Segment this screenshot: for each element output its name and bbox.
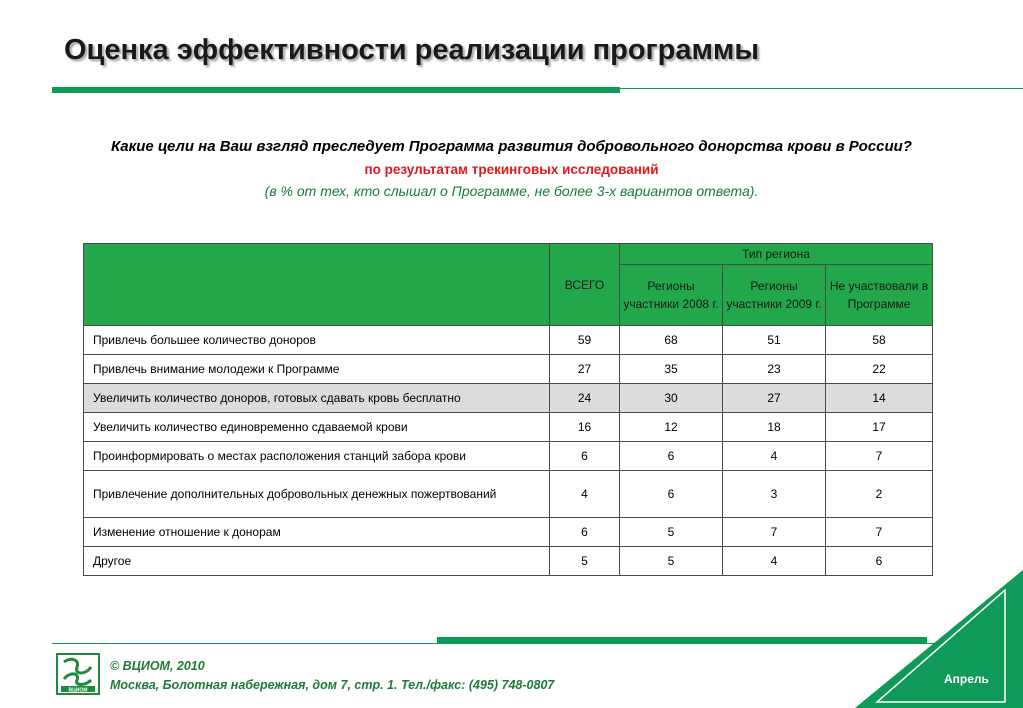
row-label: Привлечение дополнительных добровольных денежных пожертвований (84, 471, 550, 518)
cell-2009: 7 (723, 518, 826, 547)
row-label: Привлечь внимание молодежи к Программе (84, 355, 550, 384)
cell-2009: 51 (723, 326, 826, 355)
question-text: Какие цели на Ваш взгляд преследует Программа развития добровольного донорства крови в России? (111, 138, 912, 155)
cell-2008: 6 (620, 471, 723, 518)
col-non-participants-header: Не участвовали в Программе (826, 265, 933, 326)
col-regions-2009-header: Регионы участники 2009 г. (723, 265, 826, 326)
cell-2008: 5 (620, 547, 723, 576)
address-text: Москва, Болотная набережная, дом 7, стр. 1. Тел./факс: (495) 748-0807 (110, 678, 555, 692)
title-underline-thin (620, 88, 1023, 89)
row-label: Привлечь большее количество доноров (84, 326, 550, 355)
cell-2009: 4 (723, 442, 826, 471)
subtitle-text: по результатам трекинговых исследований (364, 162, 659, 177)
cell-2009: 27 (723, 384, 826, 413)
cell-none: 17 (826, 413, 933, 442)
table-row (84, 518, 933, 547)
table-row (84, 547, 933, 576)
copyright-text: © ВЦИОМ, 2010 (110, 659, 205, 673)
cell-total: 6 (550, 518, 620, 547)
row-label: Увеличить количество доноров, готовых сдавать кровь бесплатно (84, 384, 550, 413)
cell-none: 7 (826, 518, 933, 547)
total-header: ВСЕГО (550, 244, 620, 326)
table-row (84, 442, 933, 471)
cell-total: 24 (550, 384, 620, 413)
vciom-logo (56, 653, 100, 695)
table-row (84, 384, 933, 413)
region-type-header: Тип региона (620, 244, 933, 265)
corner-triangle-decoration (855, 570, 1023, 708)
title-underline-thick (52, 87, 620, 93)
footer-info (110, 657, 554, 695)
cell-2009: 3 (723, 471, 826, 518)
footer-rule-thin (52, 643, 978, 644)
month-label: Апрель (944, 672, 989, 686)
logo-wordmark: ВЦИОМ (68, 687, 88, 694)
cell-2009: 23 (723, 355, 826, 384)
cell-2009: 18 (723, 413, 826, 442)
cell-total: 27 (550, 355, 620, 384)
results-table (83, 243, 933, 576)
cell-total: 6 (550, 442, 620, 471)
cell-2008: 12 (620, 413, 723, 442)
label-header-cell (84, 244, 550, 326)
cell-2008: 35 (620, 355, 723, 384)
table-row (84, 413, 933, 442)
cell-none: 14 (826, 384, 933, 413)
cell-2008: 68 (620, 326, 723, 355)
row-label: Увеличить количество единовременно сдаваемой крови (84, 413, 550, 442)
cell-total: 16 (550, 413, 620, 442)
table-row (84, 355, 933, 384)
cell-total: 4 (550, 471, 620, 518)
note-text: (в % от тех, кто слышал о Программе, не более 3-х вариантов ответа). (264, 183, 759, 199)
cell-total: 59 (550, 326, 620, 355)
cell-total: 5 (550, 547, 620, 576)
row-label: Изменение отношение к донорам (84, 518, 550, 547)
cell-2008: 30 (620, 384, 723, 413)
cell-2008: 6 (620, 442, 723, 471)
cell-none: 6 (826, 547, 933, 576)
row-label: Другое (84, 547, 550, 576)
col-regions-2008-header: Регионы участники 2008 г. (620, 265, 723, 326)
table-row (84, 326, 933, 355)
table-row (84, 471, 933, 518)
cell-none: 22 (826, 355, 933, 384)
row-label: Проинформировать о местах расположения станций забора крови (84, 442, 550, 471)
page-title: Оценка эффективности реализации программы (64, 34, 760, 66)
cell-2008: 5 (620, 518, 723, 547)
cell-none: 58 (826, 326, 933, 355)
cell-none: 2 (826, 471, 933, 518)
cell-none: 7 (826, 442, 933, 471)
cell-2009: 4 (723, 547, 826, 576)
